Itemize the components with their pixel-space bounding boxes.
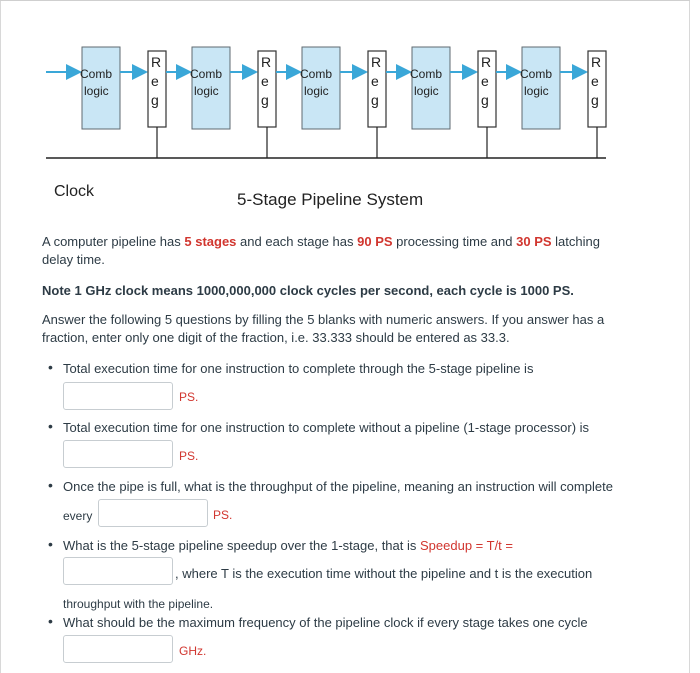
register-letter-4-2: e (481, 73, 489, 89)
register-letter-5-2: e (591, 73, 599, 89)
logic-label-4: logic (414, 84, 439, 98)
register-letter-3-3: g (371, 92, 379, 108)
logic-label-3: logic (304, 84, 329, 98)
answer-5-unit: GHz. (179, 644, 207, 658)
register-letter-3-2: e (371, 73, 379, 89)
intro-line-2: delay time. (42, 252, 105, 267)
logic-label-2: logic (194, 84, 219, 98)
logic-label-5: logic (524, 84, 549, 98)
bullet-5: • (48, 613, 53, 629)
comb-label-5: Comb (520, 67, 553, 81)
question-3-every: every (63, 509, 93, 523)
register-letter-2-2: e (261, 73, 269, 89)
bullet-2: • (48, 418, 53, 434)
bullet-1: • (48, 359, 53, 375)
processing-value: 90 PS (357, 234, 393, 249)
logic-label-1: logic (84, 84, 109, 98)
question-4-line-2: throughput with the pipeline. (63, 597, 214, 611)
answer-1-unit: PS. (179, 390, 199, 404)
comb-label-1: Comb (80, 67, 113, 81)
answer-2-input[interactable] (63, 440, 173, 468)
answer-3-input[interactable] (98, 499, 208, 527)
question-4-text: What is the 5-stage pipeline speedup over the 1-stage, that is Speedup = T/t = (63, 538, 513, 553)
register-letter-1-2: e (151, 73, 159, 89)
stages-value: 5 stages (184, 234, 237, 249)
register-letter-5-3: g (591, 92, 599, 108)
bullet-3: • (48, 477, 53, 493)
register-letter-3-1: R (371, 54, 382, 70)
question-3-text: Once the pipe is full, what is the throughput of the pipeline, meaning an instruction will complete (63, 479, 613, 494)
register-letter-2-1: R (261, 54, 272, 70)
register-letter-1-1: R (151, 54, 162, 70)
comb-label-2: Comb (190, 67, 223, 81)
answer-3-unit: PS. (213, 508, 233, 522)
comb-label-3: Comb (300, 67, 333, 81)
register-letter-5-1: R (591, 54, 602, 70)
answer-1-input[interactable] (63, 382, 173, 410)
speedup-formula: Speedup = T/t = (420, 538, 513, 553)
intro-line-1: A computer pipeline has 5 stages and each stage has 90 PS processing time and 30 PS latching (42, 234, 600, 249)
register-letter-4-3: g (481, 92, 489, 108)
answer-5-input[interactable] (63, 635, 173, 663)
register-letter-2-3: g (261, 92, 269, 108)
diagram-title: 5-Stage Pipeline System (237, 190, 424, 209)
answer-2-unit: PS. (179, 449, 199, 463)
answer-4-input[interactable] (63, 557, 173, 585)
question-1-text: Total execution time for one instruction to complete through the 5-stage pipeline is (63, 361, 534, 376)
question-5-text: What should be the maximum frequency of the pipeline clock if every stage takes one cycle (63, 615, 588, 630)
latching-value: 30 PS (516, 234, 552, 249)
register-letter-1-3: g (151, 92, 159, 108)
comb-label-4: Comb (410, 67, 443, 81)
question-4-explanation: , where T is the execution time without the pipeline and t is the execution (175, 566, 593, 581)
register-letter-4-1: R (481, 54, 492, 70)
clock-label: Clock (54, 183, 95, 200)
clock-note: Note 1 GHz clock means 1000,000,000 clock cycles per second, each cycle is 1000 PS. (42, 283, 574, 298)
instructions-line-2: fraction, enter only one digit of the fraction, i.e. 33.333 should be entered as 33.3. (42, 330, 510, 345)
bullet-4: • (48, 536, 53, 552)
instructions-line-1: Answer the following 5 questions by filling the 5 blanks with numeric answers. If you answer has a (42, 312, 605, 327)
question-2-text: Total execution time for one instruction to complete without a pipeline (1-stage processor) is (63, 420, 590, 435)
